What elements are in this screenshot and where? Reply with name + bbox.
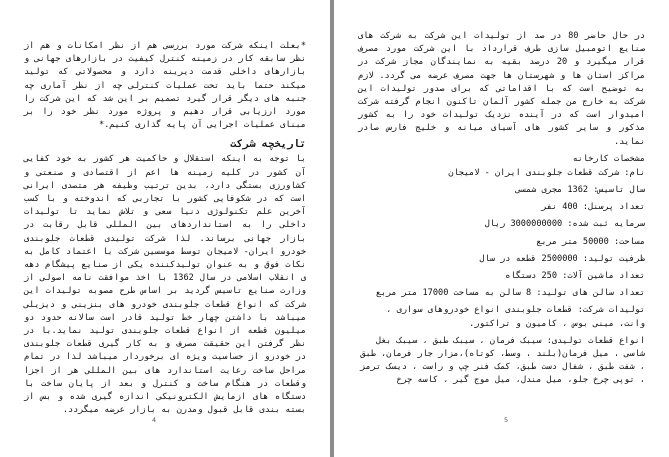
- history-paragraph: با توجه به اینکه استقلال و حاکمیت هر کشور به خود کفایی آن کشور در کلیه زمینه ها اعم از اقتصادی و صنعتی و کشاورزی بستگی دارد، بدین ترتیب وظیفه هر متصدی ایرانی است که در شکوفایی کشور با تجاربی که اندوخته و با کسب آخرین علم تکنولوژی دنیا سعی و تلاش نماید تا تولیدات داخلی را به استانداردهای بین المللی قابل رقابت در بازار جهانی برساند. لذا شرکت تولیدی قطعات جلوبندی خودرو ایران- لامیجان توسط موسسین شرکت با اعتماد کامل به نکات فوق و به عنوان تولیدکننده یکی از صنایع پیشگام دهه ی انقلاب اسلامی در سال 1362 با اخذ موافقت نامه اصولی از وزارت صنایع تاسیس گردید بر اساس طرح مصوبه تولیدات این شرکت که انواع قطعات جلوبندی خودرو های بنزینی و دیزیلی میباشد با داشتن چهار خط تولید قادر است سالانه حدود دو میلیون قطعه از انواع قطعات جلوبندی تولید نماید.با در نظر گرفتن این حقیقت مصرف و به کار گیری قطعات جلوبندی در خودرو از حساسیت ویژه ای برخوردار میباشد لذا در تمام مراحل ساخت رعایت استاندارد های بین المللی هر از اجزا وقطعات در هنگام ساخت و کنترل و بعد از پایان ساخت با دستگاه های ازمایش الکترونیکی اندازه گیری شده و بس از بسته بندی قابل قبول ومدرن به بازار عرضه میگردد.: [24, 154, 306, 416]
- spec-name: نام: شرکت قطعات جلوبندی ایران - لامیجان: [448, 167, 645, 178]
- page-number: 5: [504, 416, 509, 424]
- right-page: [334, 0, 669, 457]
- intro-paragraph: در حال حاضر 80 در صد از تولیدات این شرکت به شرکت های صنایع اتومبیل سازی طرف قرارداد با این شرکت مورد مصرف قرار میگیرد و 20 درصد بقیه به نمایندگان مجاز شرکت در مراکز استان ها و شهرستان ها جهت مصرف عرضه می گردد. لازم به توضیح است که با اقداماتی که برای صدور تولیدات این شرکت به خارج من جمله کشور آلمان تاکنون انجام گرفته شرکت امیدوار است که در آینده نزدیک تولیدات خود را به کشور مذکور و سایر کشور های آسیای میانه و خلیج فارس صادر نماید.: [358, 31, 646, 147]
- spec-staff: تعداد پرسنل: 400 نفر: [541, 202, 645, 213]
- spec-products: تولیدات شرکت: قطعات جلوبندی انواع خودروهای سواری ، وانت، مینی بوس ، کامیون و تراکتور.: [386, 305, 645, 329]
- right-page-content: [358, 30, 645, 388]
- spec-founded: سال تاسیس: 1362 مجری شمسی: [515, 185, 645, 196]
- spec-parts: انواع قطعات تولیدی: سیبک فرمان ، سیبک طبق ، سیبک بغل شاسی ، میل فرمان(بلند ، وسط، کوتاه)،مزار جار فرمان، طبق ، شفت طبق ، شفال دست طبق، کمک فنر چپ و راست ، دیسک ترمز ، توپی چرخ جلو، میل مندل، میل موج گیر ، کاسه چرخ: [360, 335, 645, 386]
- history-heading: تاریخچه شرکت: [230, 138, 306, 151]
- intro-paragraph: *بعلت اینکه شرکت مورد بررسی هم از نظر امکانات و هم از نظر سابقه کار در زمینه کنترل کیفیت در بازارهای جهانی و بازارهای داخلی قدمت دیرینه دارد و محصولاتی که تولید میکند حتما باید تحت عملیات کنترلی چه از نظر آماری چه جنبه های دیگر قرار گیرد تصمیم بر این شد که این شرکت را مورد ارزیابی قرار دهیم و پروژه مورد نظر خود را بر مبنای عملیات اجرایی آن پایه گذاری کنیم.*: [24, 41, 306, 131]
- left-page-content: [24, 40, 306, 417]
- spec-capital: سرمایه ثبت شده: 3000000000 ریال: [484, 219, 645, 230]
- specs-heading: مشخصات کارخانه: [572, 153, 645, 164]
- left-page: [0, 0, 330, 457]
- page-number: 4: [152, 416, 157, 424]
- spec-capacity: ظرفیت تولید: 2500000 قطعه در سال: [479, 253, 645, 264]
- spec-halls: تعداد سالن های تولید: 8 سالن به مساحت 17000 متر مربع: [375, 288, 645, 299]
- spec-area: مساحت: 50000 متر مربع: [536, 236, 645, 247]
- spec-machines: تعداد ماشین آلات: 250 دستگاه: [505, 271, 645, 282]
